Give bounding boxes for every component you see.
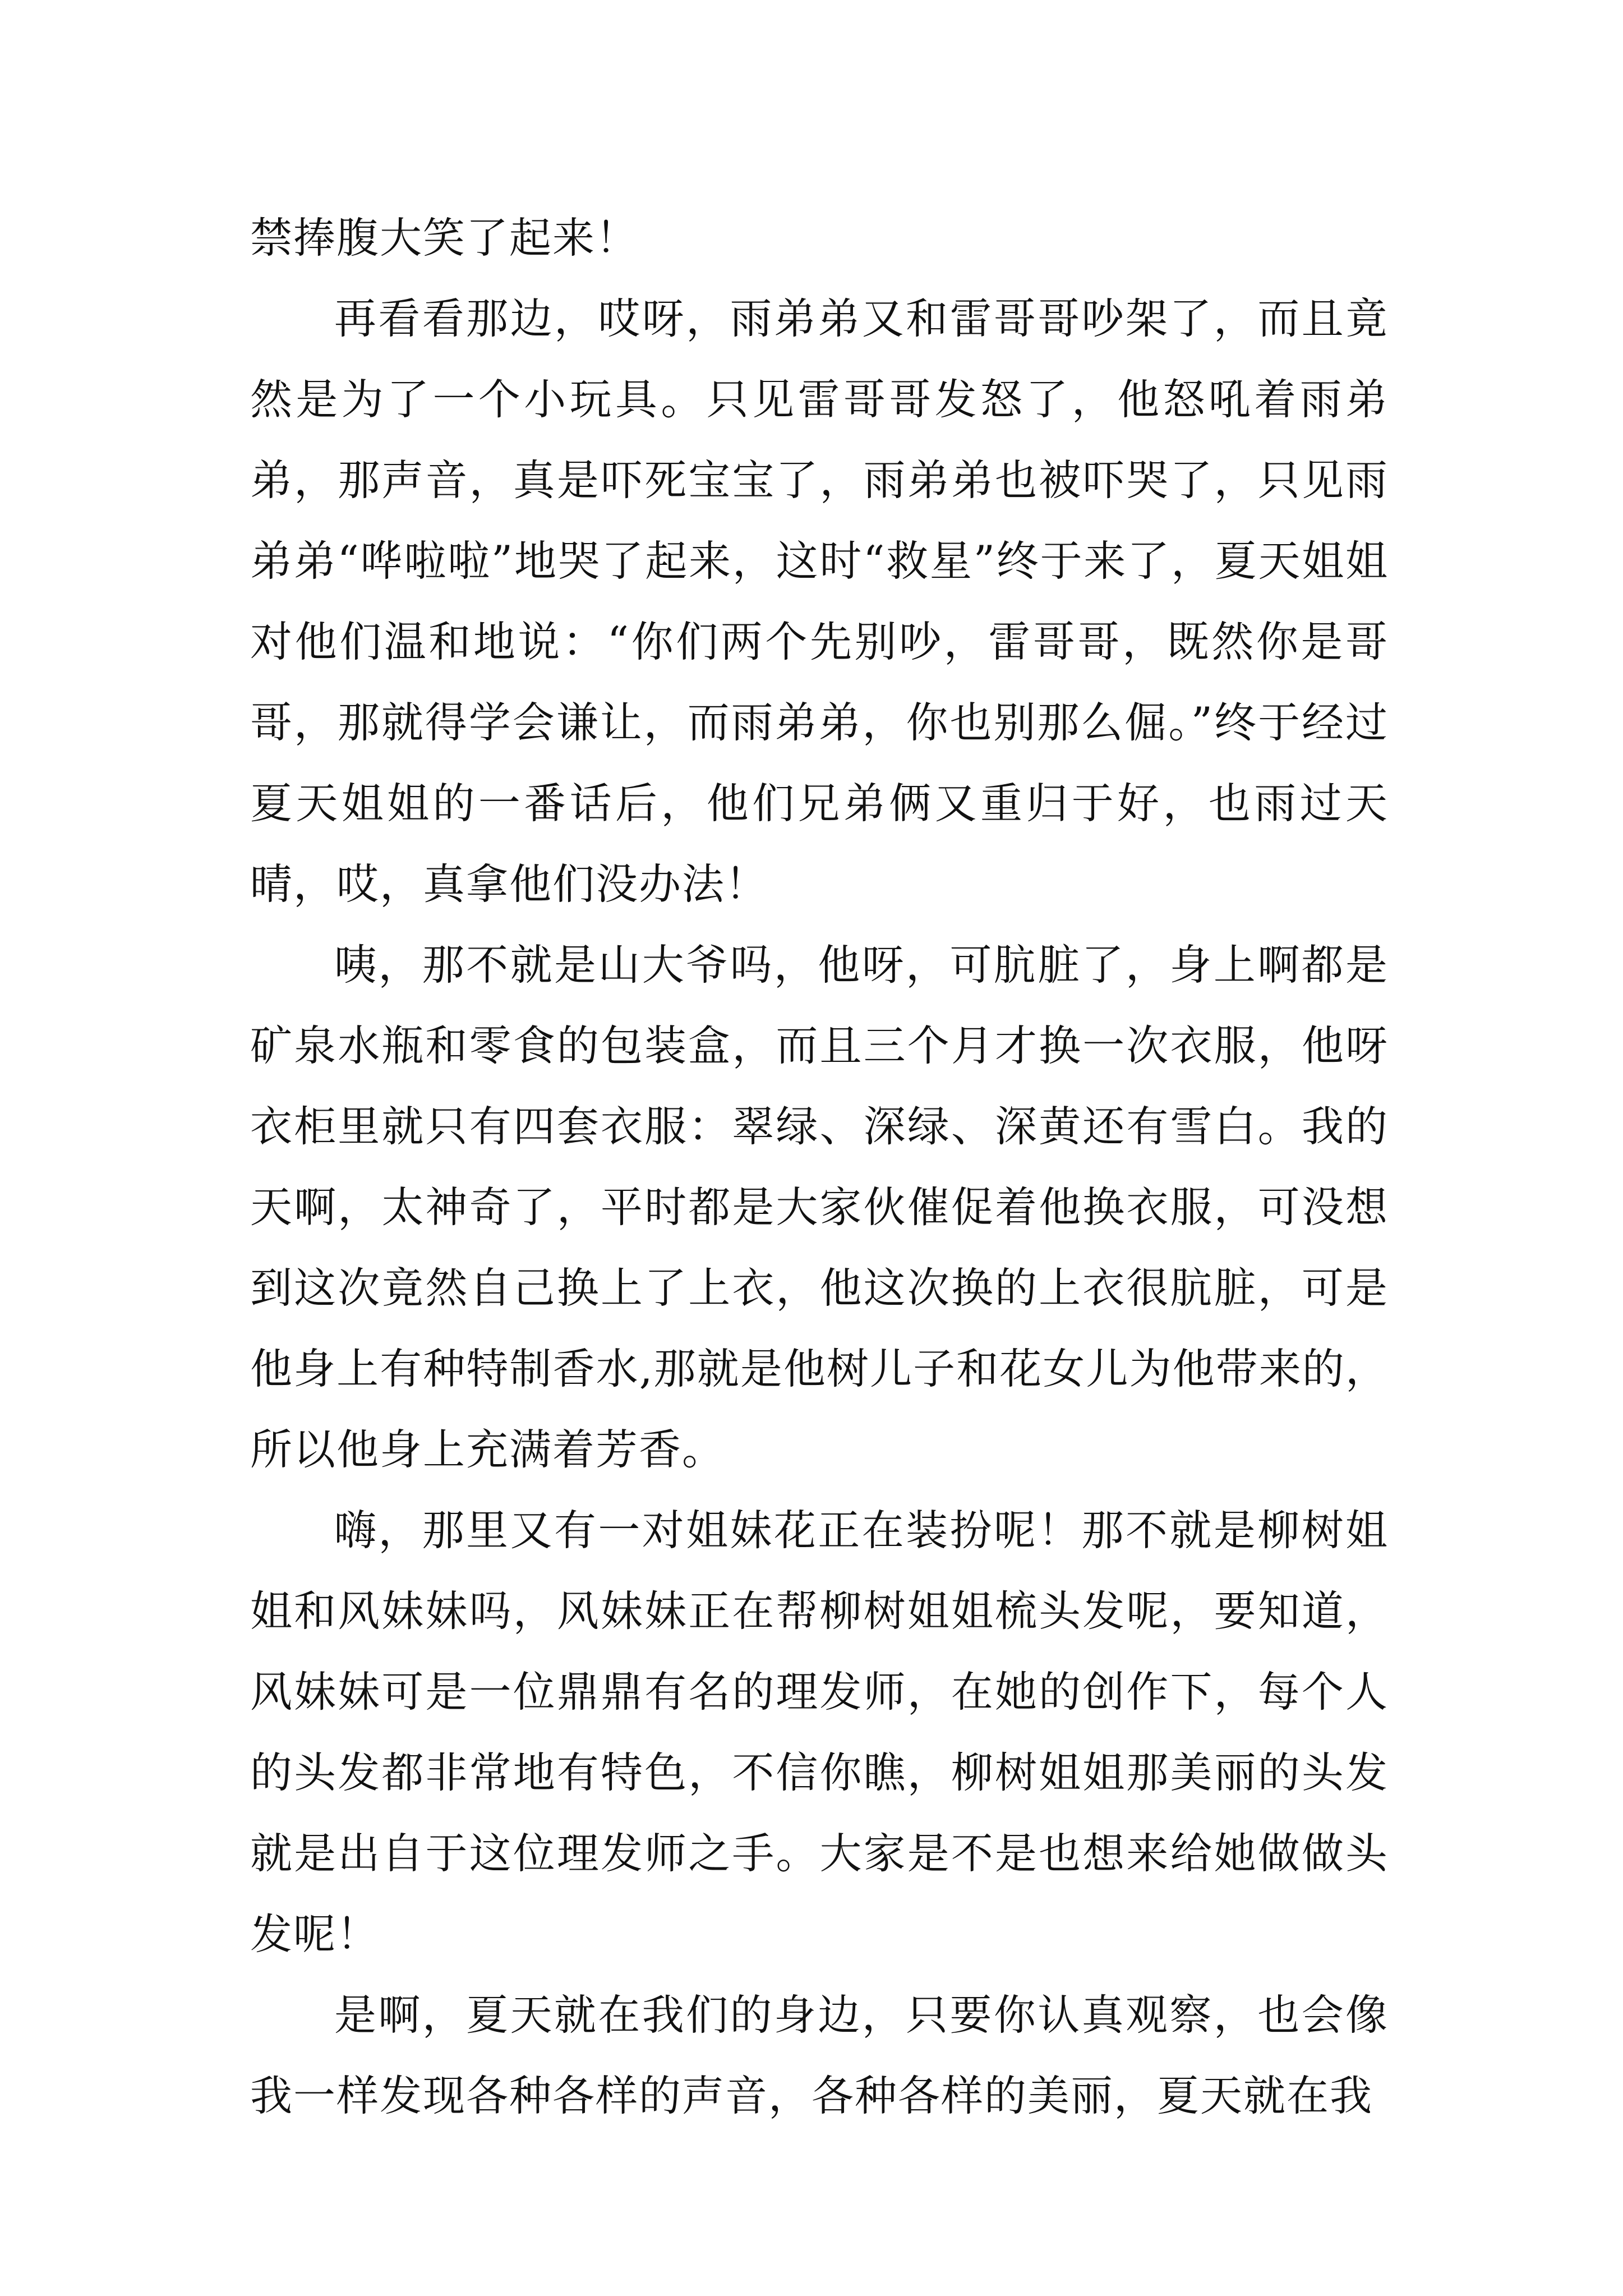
paragraph-willow-wind: 嗨，那里又有一对姐妹花正在装扮呢！那不就是柳树姐姐和风妹妹吗，风妹妹正在帮柳树姐姐梳头发呢，要知道，风妹妹可是一位鼎鼎有名的理发师，在她的创作下，每个人的头发都非常地有特色，不信你瞧，柳树姐姐那美丽的头发就是出自于这位理发师之手。大家是不是也想来给她做做头发呢！	[250, 1506, 1389, 1959]
paragraph-mountain: 咦，那不就是山大爷吗，他呀，可肮脏了，身上啊都是矿泉水瓶和零食的包装盒，而且三个月才换一次衣服，他呀衣柜里就只有四套衣服：翠绿、深绿、深黄还有雪白。我的天啊，太神奇了，平时都是大家伙催促着他换衣服，可没想到这次竟然自己换上了上衣，他这次换的上衣很肮脏，可是他身上有种特制香水,那就是他树儿子和花女儿为他带来的，所以他身上充满着芳香。	[250, 940, 1389, 1474]
paragraph-rain-thunder: 再看看那边，哎呀，雨弟弟又和雷哥哥吵架了，而且竟然是为了一个小玩具。只见雷哥哥发怒了，他怒吼着雨弟弟，那声音，真是吓死宝宝了，雨弟弟也被吓哭了，只见雨弟弟“哗啦啦”地哭了起来，这时“救星”终于来了，夏天姐姐对他们温和地说：“你们两个先别吵，雷哥哥，既然你是哥哥，那就得学会谦让，而雨弟弟，你也别那么倔。”终于经过夏天姐姐的一番话后，他们兄弟俩又重归于好，也雨过天晴，哎，真拿他们没办法！	[250, 294, 1389, 909]
paragraph-conclusion: 是啊，夏天就在我们的身边，只要你认真观察，也会像我一样发现各种各样的声音，各种各样的美丽，夏天就在我	[250, 1990, 1389, 2120]
paragraph-continuation: 禁捧腹大笑了起来！	[250, 213, 639, 263]
body-text	[250, 197, 1389, 2136]
